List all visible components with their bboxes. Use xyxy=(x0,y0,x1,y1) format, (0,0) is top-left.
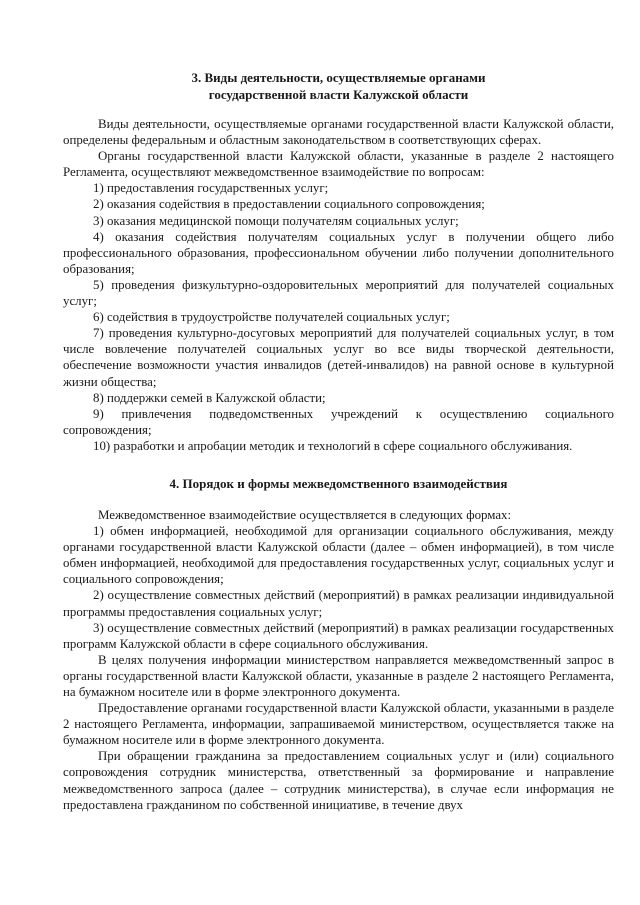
section-4-intro: Межведомственное взаимодействие осуществляется в следующих формах: xyxy=(98,507,512,522)
section-3-heading xyxy=(63,69,614,103)
section-3-list-item: 7) проведения культурно-досуговых мероприятий для получателей социальных услуг, в том числе вовлечение получателей социальных услуг во все виды творческой деятельности, обеспечение возможности участия инвалидов (детей-инвалидов) на равной основе в культурной жизни общества; xyxy=(63,326,614,389)
section-3-list-item: 10) разработки и апробации методик и технологий в сфере социального обслуживания. xyxy=(93,438,573,453)
section-3-paragraph: Виды деятельности, осуществляемые органами государственной власти Калужской области, определены федеральным и областным законодательством в соответствующих сферах. xyxy=(63,117,614,148)
section-4-heading: 4. Порядок и формы межведомственного взаимодействия xyxy=(169,475,508,491)
section-3-list-item: 5) проведения физкультурно-оздоровительных мероприятий для получателей социальных услуг; xyxy=(63,277,614,309)
section-3-heading-line-2: государственной власти Калужской области xyxy=(208,87,469,102)
section-3-list-item: 3) оказания медицинской помощи получателям социальных услуг; xyxy=(93,213,459,228)
section-3-list-item: 8) поддержки семей в Калужской области; xyxy=(93,390,326,405)
section-4-list-item: 1) обмен информацией, необходимой для организации социального обслуживания, между органами государственной власти Калужской области (далее – обмен информацией), в том числе обмен информацией, необходимой для предоставления государственных услуг, социальных услуг и социального сопровождения; xyxy=(63,524,614,587)
section-4-list-item: 3) осуществление совместных действий (мероприятий) в рамках реализации государственных программ Калужской области в сфере социального обслуживания. xyxy=(63,620,614,651)
section-3-list-item: 9) привлечения подведомственных учреждений к осуществлению социального сопровождения; xyxy=(63,406,614,437)
section-4-list-item: 2) осуществление совместных действий (мероприятий) в рамках реализации индивидуальной программы предоставления социальных услуг; xyxy=(63,588,614,619)
section-4-paragraph: При обращении гражданина за предоставлением социальных услуг и (или) социального сопровождения сотрудник министерства, ответственный за формирование и направление межведомственного запроса (далее – сотрудник министерства), в случае если информация не предоставлена гражданином по собственной инициативе, в течение двух xyxy=(63,749,614,812)
section-3-paragraph: Органы государственной власти Калужской области, указанные в разделе 2 настоящего Регламента, осуществляют межведомственное взаимодействие по вопросам: xyxy=(63,149,614,180)
section-3-list-item: 2) оказания содействия в предоставлении социального сопровождения; xyxy=(93,197,485,212)
section-4-paragraph: Предоставление органами государственной власти Калужской области, указанными в разделе 2 настоящего Регламента, информации, запрашиваемой министерством, осуществляется также на бумажном носителе или в форме электронного документа. xyxy=(63,701,614,748)
section-3-list-item: 6) содействия в трудоустройстве получателей социальных услуг; xyxy=(93,310,450,325)
section-4-paragraph: В целях получения информации министерством направляется межведомственный запрос в органы государственной власти Калужской области, указанные в разделе 2 настоящего Регламента, на бумажном носителе или в форме электронного документа. xyxy=(63,652,614,699)
section-3-list-item: 4) оказания содействия получателям социальных услуг в получении общего либо профессионального образования, профессиональном обучении либо получении дополнительного образования; xyxy=(63,229,614,276)
section-3-heading-line-1: 3. Виды деятельности, осуществляемые органами xyxy=(191,70,486,85)
section-3-list-item: 1) предоставления государственных услуг; xyxy=(93,181,329,196)
